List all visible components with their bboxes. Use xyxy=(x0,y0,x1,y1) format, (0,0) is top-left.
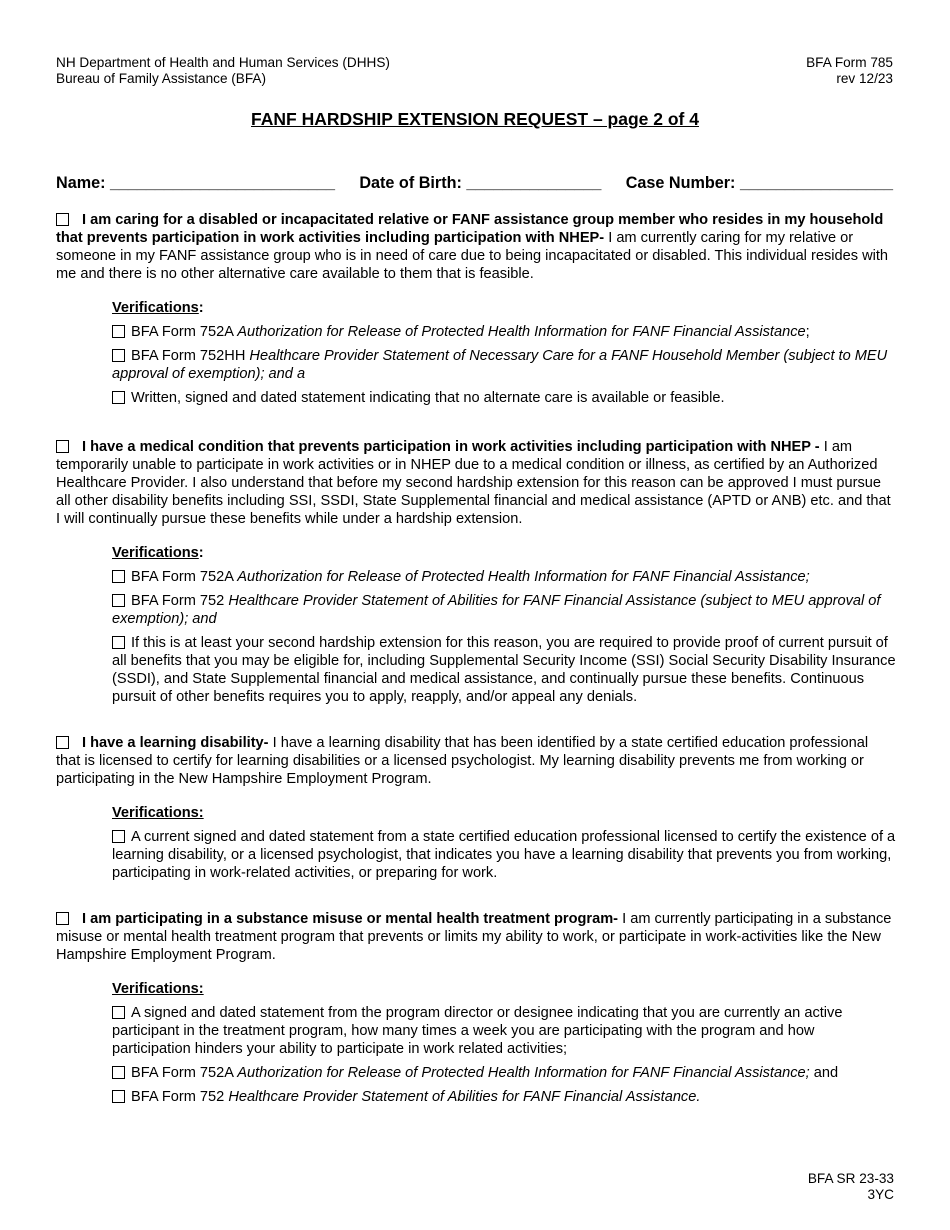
verification-item: BFA Form 752A Authorization for Release of Protected Health Information for FANF Financial Assistance; and xyxy=(112,1064,896,1082)
checkbox[interactable] xyxy=(112,349,125,362)
name-field[interactable]: Name: _________________________ xyxy=(56,174,336,192)
verifications-block: Verifications: BFA Form 752A Authorization for Release of Protected Health Information for FANF Financial Assistance; BFA Form 752HH Healthcare Provider Statement of Necessary Care for a FANF Household Member (subject to MEU approval of exemption); and a Written, signed and dated statement indicating that no alternate care is available or feasible. xyxy=(112,299,896,407)
checkbox[interactable] xyxy=(112,594,125,607)
section-caregiver xyxy=(56,211,896,407)
header-agency xyxy=(56,55,390,87)
checkbox[interactable] xyxy=(112,830,125,843)
header-bureau: Bureau of Family Assistance (BFA) xyxy=(56,71,267,86)
section-lead: I am caring for a disabled or incapacitated relative or FANF assistance group member who resides in my household that prevents participation in work activities including participation with NHEP- xyxy=(56,212,884,246)
checkbox[interactable] xyxy=(56,440,69,453)
section-lead: I have a medical condition that prevents participation in work activities including participation with NHEP - xyxy=(82,439,820,455)
header-revision: rev 12/23 xyxy=(836,71,893,86)
verification-item: If this is at least your second hardship extension for this reason, you are required to provide proof of current pursuit of all benefits that you may be eligible for, including Supplemental Security Income (SSI) Social Security Disability Insurance (SSDI), and State Supplemental financial and medical assistance, and continually pursue these benefits. Continuous pursuit of other benefits requires you to apply, reapply, and/or appeal any denials. xyxy=(112,635,896,705)
identification-line xyxy=(56,172,893,194)
section-lead: I have a learning disability- xyxy=(82,735,269,751)
page-footer xyxy=(808,1171,894,1203)
section-text: I have a learning disability that has been identified by a state certified education professional that is licensed to certify for learning disabilities or a licensed psychologist. My learning disability prevents me from working or participating in the New Hampshire Employment Program. xyxy=(56,735,869,787)
section-paragraph xyxy=(56,211,896,283)
verifications-title: Verifications: xyxy=(112,981,204,997)
header-form-number: BFA Form 785 xyxy=(806,55,893,70)
dob-field[interactable]: Date of Birth: _______________ xyxy=(359,174,602,192)
case-number-field[interactable]: Case Number: _________________ xyxy=(625,174,893,192)
checkbox[interactable] xyxy=(56,912,69,925)
checkbox[interactable] xyxy=(112,1006,125,1019)
checkbox[interactable] xyxy=(56,736,69,749)
checkbox[interactable] xyxy=(112,325,125,338)
section-learning-disability xyxy=(56,734,896,882)
section-paragraph xyxy=(56,910,896,964)
section-lead: I am participating in a substance misuse or mental health treatment program- xyxy=(82,911,619,927)
verifications-title: Verifications xyxy=(112,545,199,561)
checkbox[interactable] xyxy=(112,1090,125,1103)
checkbox[interactable] xyxy=(112,391,125,404)
verifications-title: Verifications: xyxy=(112,805,204,821)
section-medical-condition xyxy=(56,438,896,706)
section-paragraph xyxy=(56,438,896,528)
verification-item: A signed and dated statement from the program director or designee indicating that you are currently an active participant in the treatment program, how many times a week you are participating with the program and how participation hinders your ability to participate in work related activities; xyxy=(112,1005,843,1057)
page-title: FANF HARDSHIP EXTENSION REQUEST – page 2 of 4 xyxy=(251,109,699,129)
checkbox[interactable] xyxy=(112,1066,125,1079)
verifications-title: Verifications xyxy=(112,300,199,316)
footer-sub: 3YC xyxy=(867,1187,894,1202)
header-form-info xyxy=(806,55,893,87)
verification-item: A current signed and dated statement from a state certified education professional licensed to certify the existence of a learning disability, or a licensed psychologist, that indicates you have a learning disability that prevents you from working, participating in work-related activities, or preparing for work. xyxy=(112,829,896,881)
section-text: I am temporarily unable to participate in work activities or in NHEP due to a medical condition or illness, as certified by an Authorized Healthcare Provider. I also understand that before my second hardship extension for this reason can be approved I must pursue all other disability benefits including SSI, SSDI, State Supplemental financial and medical assistance (APTD or ANB) etc. and that I will continually pursue these benefits while under a hardship extension. xyxy=(56,439,891,527)
verifications-block xyxy=(112,980,896,1106)
checkbox[interactable] xyxy=(112,570,125,583)
verification-item: BFA Form 752 Healthcare Provider Statement of Abilities for FANF Financial Assistance. xyxy=(112,1088,896,1106)
section-treatment-program xyxy=(56,910,896,1106)
verification-item: Written, signed and dated statement indicating that no alternate care is available or feasible. xyxy=(112,389,896,407)
verification-item: BFA Form 752A Authorization for Release of Protected Health Information for FANF Financial Assistance; xyxy=(112,568,896,586)
section-text: I am currently caring for my relative or someone in my FANF assistance group who is in need of care due to being incapacitated or disabled. This individual resides with me and there is no other alternative care available to them that is feasible. xyxy=(56,230,889,282)
section-paragraph xyxy=(56,734,896,788)
verifications-block: Verifications: BFA Form 752A Authorization for Release of Protected Health Information for FANF Financial Assistance; BFA Form 752 Healthcare Provider Statement of Abilities for FANF Financial Assistance (subject to MEU approval of exemption); and If this is at least your second hardship extension for this reason, you are required to provide proof of current pursuit of all benefits that you may be eligible for, including Supplemental Security Income (SSI) Social Security Disability Insurance (SSDI), and State Supplemental financial and medical assistance, and continually pursue these benefits. Continuous pursuit of other benefits requires you to apply, reapply, and/or appeal any denials. xyxy=(112,545,896,705)
verification-item: BFA Form 752A Authorization for Release of Protected Health Information for FANF Financial Assistance; xyxy=(112,323,896,341)
verification-item: BFA Form 752HH Healthcare Provider Statement of Necessary Care for a FANF Household Member (subject to MEU approval of exemption); and a xyxy=(112,348,888,382)
section-text: I am currently participating in a substance misuse or mental health treatment program that prevents or limits my ability to work, or participate in work-activities like the New Hampshire Employment Program. xyxy=(56,911,892,963)
header-dept: NH Department of Health and Human Services (DHHS) xyxy=(56,55,390,70)
checkbox[interactable] xyxy=(112,636,125,649)
verification-item: BFA Form 752 Healthcare Provider Statement of Abilities for FANF Financial Assistance (subject to MEU approval of exemption); and xyxy=(112,593,881,627)
footer-code: BFA SR 23-33 xyxy=(807,1171,894,1186)
verifications-block xyxy=(112,804,896,882)
checkbox[interactable] xyxy=(56,213,69,226)
